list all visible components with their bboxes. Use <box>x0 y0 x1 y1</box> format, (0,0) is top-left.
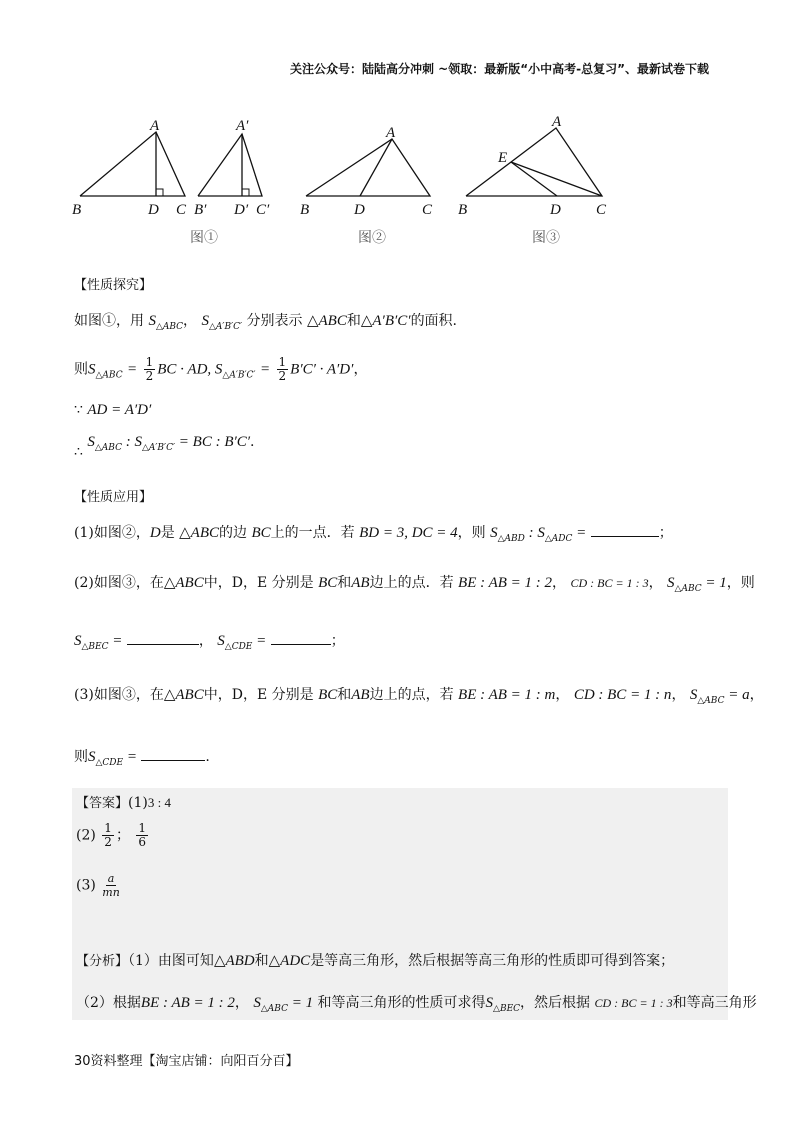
answer-section <box>72 788 728 1020</box>
fig1-label-d: D <box>148 202 159 218</box>
fraction-half-1: $\frac{1}{2}$ <box>145 355 154 383</box>
fig1b-label-b: B′ <box>194 202 207 218</box>
fig1b-label-d: D′ <box>234 202 249 218</box>
fig3-label-c: C <box>596 202 607 218</box>
fig2-caption: 图② <box>358 231 386 246</box>
page-header: 关注公众号：陆陆高分冲刺 ~领取：最新版“小中高考-总复习”、最新试卷下载 <box>290 62 709 76</box>
fig1-caption: 图① <box>190 231 218 246</box>
answer-blank-q1[interactable] <box>591 522 659 537</box>
fig1-label-a: A <box>150 118 160 134</box>
analysis-line-2: （2）根据BE : AB = 1 : 2， $S_{\triangle ABC} = 1$ 和等高三角形的性质可求得$S_{\triangle BEC}$，然后根据 CD : BC = 1 : 3和等高三角形 <box>76 995 757 1014</box>
triangle-figures <box>70 112 630 252</box>
explore-line-3: ∵ AD = A′D′ <box>74 402 152 418</box>
page-number: 30 <box>74 1054 91 1069</box>
fig3-label-a: A <box>552 114 562 130</box>
answer-blank-q2-cde[interactable] <box>271 630 331 645</box>
explore-line-4: ∴ $S_{\triangle ABC}$ : $S_{\triangle A'B'C'}$ = BC : B′C′. <box>74 434 255 460</box>
fraction-one-sixth: $\frac{1}{6}$ <box>138 821 147 849</box>
explore-heading: 【性质探究】 <box>74 278 153 293</box>
fig3-label-d: D <box>550 202 561 218</box>
fig2-label-c: C <box>422 202 433 218</box>
fraction-a-over-mn: $\frac{a}{mn}$ <box>102 872 120 899</box>
page-footer: 30资料整理【淘宝店铺：向阳百分百】 <box>74 1054 299 1069</box>
fig3-caption: 图③ <box>532 231 560 246</box>
fig3-label-b: B <box>458 202 468 218</box>
fig1-label-c: C <box>176 202 187 218</box>
question-1: (1)如图②，D是 △ABC的边 BC上的一点．若 BD = 3, DC = 4，则 $S_{\triangle ABD}$ : $S_{\triangle ADC}$ = ； <box>74 522 673 544</box>
answer-blank-q2-bec[interactable] <box>127 630 199 645</box>
figure-2 <box>300 125 433 246</box>
answer-line-2: (2) $\frac{1}{2}$ ； $\frac{1}{6}$ <box>76 821 147 849</box>
question-3-blank: 则$S_{\triangle CDE}$ = . <box>74 746 210 768</box>
apply-heading: 【性质应用】 <box>74 490 153 505</box>
fig3-label-e: E <box>498 150 508 166</box>
question-2: (2)如图③，在△ABC中，D，E 分别是 BC和AB边上的点．若 BE : AB = 1 : 2， CD : BC = 1 : 3， $S_{\triangle ABC} = 1$，则 <box>74 575 755 594</box>
answer-blank-q3[interactable] <box>141 746 205 761</box>
fig2-label-a: A <box>386 125 396 141</box>
explore-line-2: 则$S_{\triangle ABC}$ = $\frac{1}{2}$ BC · AD, $S_{\triangle A'B'C'}$ = $\frac{1}{2}$ B′C′ · A′D′， <box>74 355 368 383</box>
fig1-label-b: B <box>72 202 82 218</box>
explore-line-1: 如图①，用 $S_{\triangle ABC}$， $S_{\triangle A'B'C'}$ 分别表示 △ABC和△A′B′C′的面积. <box>74 313 458 332</box>
fig1b-label-c: C′ <box>256 202 270 218</box>
fraction-one-half: $\frac{1}{2}$ <box>104 821 112 849</box>
question-2-blanks: $S_{\triangle BEC}$ = ， $S_{\triangle CDE}$ = ； <box>74 630 345 652</box>
fig1b-label-a: A′ <box>236 118 249 134</box>
fig2-label-d: D <box>354 202 365 218</box>
answer-line-3: (3) $\frac{a}{mn}$ <box>76 872 120 899</box>
figure-3 <box>458 114 607 246</box>
fraction-half-2: $\frac{1}{2}$ <box>278 355 287 383</box>
fig2-label-b: B <box>300 202 310 218</box>
figure-1-prime <box>190 118 270 246</box>
question-3: (3)如图③，在△ABC中，D，E 分别是 BC和AB边上的点，若 BE : AB = 1 : m， CD : BC = 1 : n， $S_{\triangle ABC} = a$， <box>74 687 764 706</box>
figure-1 <box>72 118 187 218</box>
answer-line-1: 【答案】(1)3 : 4 <box>76 795 171 811</box>
analysis-line-1: 【分析】（1）由图可知△ABD和△ADC是等高三角形，然后根据等高三角形的性质即可得到答案； <box>76 953 675 969</box>
